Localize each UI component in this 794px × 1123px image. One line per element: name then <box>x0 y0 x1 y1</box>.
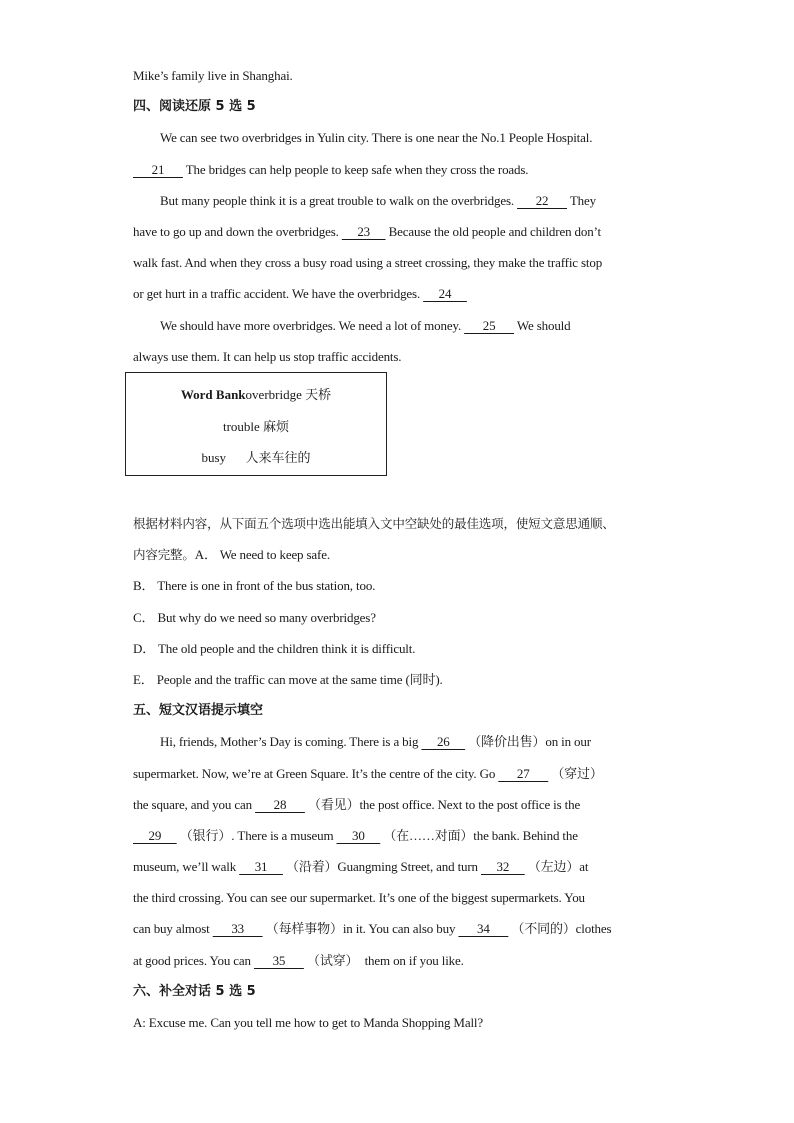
blank-22[interactable]: 22 <box>517 192 567 208</box>
blank-33[interactable]: 33 <box>212 921 263 937</box>
passage-line: 29 （银行）. There is a museum 30 （在……对面）the bank. Behind the <box>133 827 578 843</box>
blank-32[interactable]: 32 <box>481 859 525 875</box>
blank-27[interactable]: 27 <box>498 765 549 781</box>
option-a: A． We need to keep safe. <box>194 547 330 563</box>
word-bank-line: trouble 麻烦 <box>222 418 290 434</box>
passage-line: Hi, friends, Mother’s Day is coming. There is a big 26 （降价出售）on in our <box>160 734 591 750</box>
word-bank-line: Word Bankoverbridge 天桥 <box>180 387 332 402</box>
passage-line: can buy almost 33 （每样事物）in it. You can also buy 34 （不同的）clothes <box>133 921 612 937</box>
blank-23[interactable]: 23 <box>341 223 386 239</box>
blank-21[interactable]: 21 <box>133 161 183 177</box>
passage-line: supermarket. Now, we’re at Green Square. It’s the centre of the city. Go 27 （穿过） <box>133 765 603 781</box>
option-c: C． But why do we need so many overbridges? <box>133 609 376 625</box>
word-bank-line: busy 人来车往的 <box>201 450 311 465</box>
option-b: B． There is one in front of the bus station, too. <box>133 578 376 594</box>
blank-28[interactable]: 28 <box>255 796 305 812</box>
blank-35[interactable]: 35 <box>253 952 304 968</box>
blank-26[interactable]: 26 <box>421 734 466 750</box>
section5-heading: 五、短文汉语提示填空 <box>133 703 264 719</box>
passage-line: have to go up and down the overbridges. 23 Because the old people and children don’t <box>133 223 601 239</box>
blank-30[interactable]: 30 <box>336 827 381 843</box>
section6-heading: 六、补全对话 5 选 5 <box>133 983 256 999</box>
blank-25[interactable]: 25 <box>464 317 515 333</box>
blank-29[interactable]: 29 <box>133 827 177 843</box>
instruction-line: 内容完整。A． We need to keep safe. <box>133 547 330 563</box>
passage-line: walk fast. And when they cross a busy road using a street crossing, they make the traffic stop <box>133 255 603 271</box>
passage-line: museum, we’ll walk 31 （沿着）Guangming Street, and turn 32 （左边）at <box>133 859 589 875</box>
dialogue-line: A: Excuse me. Can you tell me how to get to Manda Shopping Mall? <box>133 1015 484 1030</box>
passage-line: or get hurt in a traffic accident. We have the overbridges. 24 <box>133 286 467 302</box>
blank-24[interactable]: 24 <box>423 286 467 302</box>
blank-34[interactable]: 34 <box>458 921 509 937</box>
option-e: E． People and the traffic can move at the same time (同时). <box>133 671 443 687</box>
passage-line: We can see two overbridges in Yulin city. There is one near the No.1 People Hospital. <box>160 130 593 146</box>
word-bank-box <box>125 372 387 476</box>
instruction-line: 根据材料内容，从下面五个选项中选出能填入文中空缺处的最佳选项，使短文意思通顺、 <box>133 516 615 531</box>
passage-line: the third crossing. You can see our supermarket. It’s one of the biggest supermarkets. You <box>133 890 585 906</box>
document-page <box>133 64 663 376</box>
passage-line: the square, and you can 28 （看见）the post office. Next to the post office is the <box>133 796 581 812</box>
top-line: Mike’s family live in Shanghai. <box>133 68 293 83</box>
passage-line: 21 The bridges can help people to keep safe when they cross the roads. <box>133 161 529 177</box>
option-d: D． The old people and the children think it is difficult. <box>133 640 416 656</box>
blank-31[interactable]: 31 <box>239 859 283 875</box>
passage-line: at good prices. You can 35 （试穿） them on if you like. <box>133 952 464 968</box>
document-page-lower <box>133 512 673 1042</box>
section4-heading: 四、阅读还原 5 选 5 <box>133 99 256 115</box>
passage-line: always use them. It can help us stop traffic accidents. <box>133 348 402 364</box>
passage-line: But many people think it is a great trouble to walk on the overbridges. 22 They <box>160 192 596 208</box>
word-bank-title: Word Bank <box>180 387 246 402</box>
passage-line: We should have more overbridges. We need a lot of money. 25 We should <box>160 317 571 333</box>
